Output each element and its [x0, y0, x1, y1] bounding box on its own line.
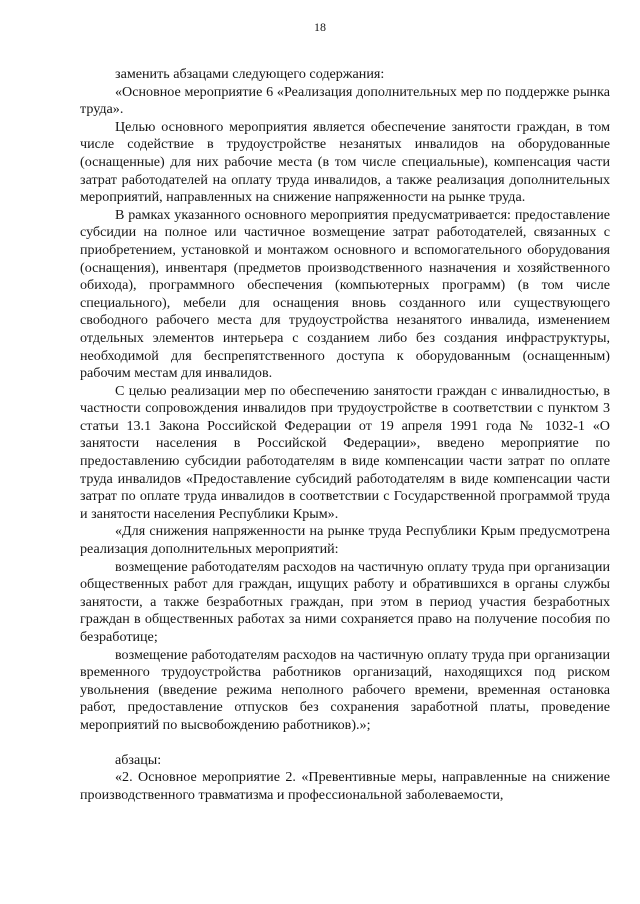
paragraph-additional-measures: «Для снижения напряженности на рынке труда Республики Крым предусмотрена реализация дополнительных мероприятий: [80, 523, 610, 558]
paragraph-replace-intro: заменить абзацами следующего содержания: [115, 66, 385, 82]
paragraph-main-activity-6-title: «Основное мероприятие 6 «Реализация дополнительных мер по поддержке рынка труда». [80, 83, 610, 118]
paragraph-main-activity-2: «2. Основное мероприятие 2. «Превентивные меры, направленные на снижение производственного травматизма и профессиональной заболеваемости, [80, 769, 610, 803]
paragraph-temporary-employment: возмещение работодателям расходов на частичную оплату труда при организации временного трудоустройства работников организаций, находящихся под риском увольнения (введение режима неполного рабочего времени, временная остановка работ, предоставление отпусков без сохранения заработной платы, проведение мероприятий по высвобождению работников).»; [80, 646, 610, 733]
paragraph-public-works: возмещение работодателям расходов на частичную оплату труда при организации общественных работ для граждан, ищущих работу и обратившихся в органы службы занятости, а также безработных граждан, при этом в период участия безработных граждан в общественных работах за ними сохраняется право на получение пособия по безработице; [80, 558, 610, 645]
paragraph-activity-scope: В рамках указанного основного мероприятия предусматривается: предоставление субсидии на полное или частичное возмещение затрат работодателей, связанных с приобретением, установкой и монтажом основного и вспомогательного оборудования (оснащения), инвентаря (предметов производственного назначения и хозяйственного обихода), программного обеспечения (компьютерных программ) (в том числе специального), мебели для оснащения вновь созданного или существующего свободного рабочего места для трудоустройства незанятого инвалида, изменением отдельных элементов интерьера с созданием либо без создания инфраструктуры, необходимой для беспрепятственного доступа к оборудованным (оснащенным) рабочим местам для инвалидов. [80, 206, 610, 382]
paragraph-spacer [80, 735, 610, 752]
page-number: 18 [314, 20, 326, 34]
paragraph-activity-goal: Целью основного мероприятия является обеспечение занятости граждан, в том числе содействие в трудоустройстве незанятых инвалидов на оборудованные (оснащенные) для них рабочие места (в том числе специальные), компенсация части затрат работодателей на оплату труда инвалидов, а также реализация дополнительных мероприятий, направленных на снижение напряженности на рынке труда. [80, 118, 610, 206]
paragraph-disabled-employment: С целью реализации мер по обеспечению занятости граждан с инвалидностью, в частности сопровождения инвалидов при трудоустройстве в соответствии с пунктом 3 статьи 13.1 Закона Российской Федерации от 19 апреля 1991 года № 1032-1 «О занятости населения в Российской Федерации», введено мероприятие по предоставлению субсидии работодателям в виде компенсации части затрат по оплате труда инвалидов «Предоставление субсидий работодателям в виде компенсации части затрат по оплате труда инвалидов в соответствии с Государственной программой труда и занятости населения Республики Крым». [80, 382, 610, 522]
document-body [80, 66, 610, 804]
paragraph-abzacy: абзацы: [115, 751, 162, 768]
